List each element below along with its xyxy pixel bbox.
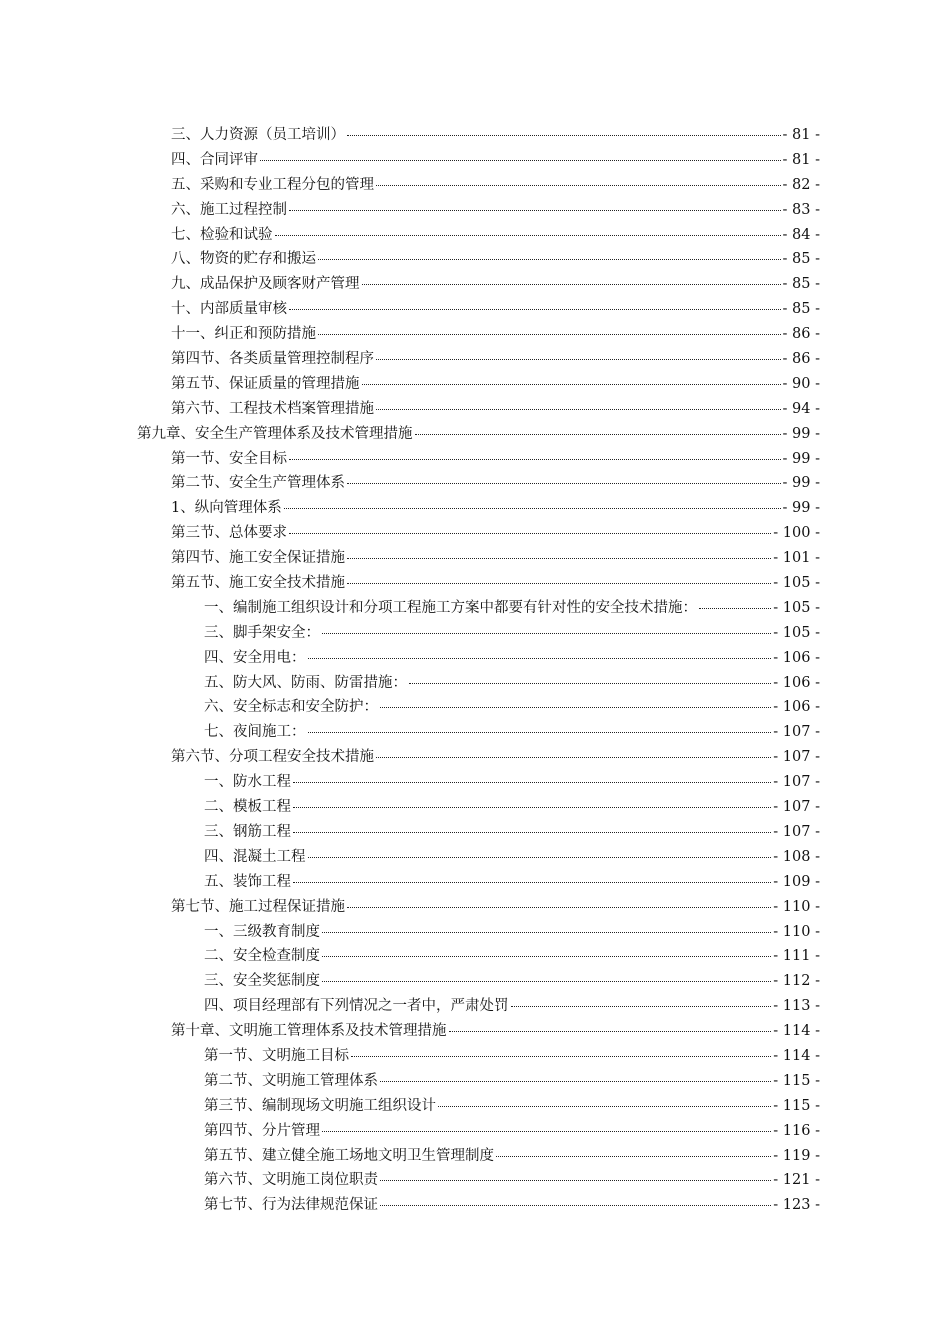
toc-dot-leader <box>362 384 781 385</box>
toc-entry[interactable] <box>204 920 820 945</box>
toc-entry-page-number: - 84 - <box>782 226 820 243</box>
toc-entry-title: 第二节、安全生产管理体系 <box>171 475 345 492</box>
toc-entry-title: 二、安全检查制度 <box>204 948 320 965</box>
toc-entry-title: 第七节、施工过程保证措施 <box>171 898 345 915</box>
toc-entry-title: 四、安全用电： <box>204 649 306 666</box>
toc-entry-title: 六、安全标志和安全防护： <box>204 699 378 716</box>
toc-entry-title: 第七节、行为法律规范保证 <box>204 1197 378 1214</box>
toc-entry[interactable] <box>204 695 820 720</box>
toc-entry-title: 三、钢筋工程 <box>204 823 291 840</box>
toc-dot-leader <box>293 832 771 833</box>
toc-entry-page-number: - 115 - <box>773 1072 820 1089</box>
toc-entry-page-number: - 105 - <box>773 624 820 641</box>
toc-entry-page-number: - 105 - <box>773 575 820 592</box>
toc-entry-title: 第五节、保证质量的管理措施 <box>171 375 360 392</box>
toc-dot-leader <box>293 807 771 808</box>
toc-entry[interactable] <box>171 1019 820 1044</box>
toc-entry-page-number: - 107 - <box>773 774 820 791</box>
toc-entry-page-number: - 105 - <box>773 599 820 616</box>
toc-entry[interactable] <box>204 596 820 621</box>
toc-dot-leader <box>260 160 781 161</box>
toc-dot-leader <box>308 732 772 733</box>
toc-entry-title: 第三节、编制现场文明施工组织设计 <box>204 1097 436 1114</box>
toc-entry-title: 十一、纠正和预防措施 <box>171 326 316 343</box>
toc-dot-leader <box>347 483 781 484</box>
toc-dot-leader <box>289 459 781 460</box>
toc-entry-page-number: - 108 - <box>773 848 820 865</box>
toc-entry[interactable] <box>171 447 820 472</box>
toc-entry[interactable] <box>171 745 820 770</box>
toc-dot-leader <box>380 1180 771 1181</box>
toc-dot-leader <box>308 658 772 659</box>
toc-entry-page-number: - 94 - <box>782 400 820 417</box>
toc-dot-leader <box>293 782 771 783</box>
toc-entry-title: 第四节、各类质量管理控制程序 <box>171 351 374 368</box>
toc-entry-title: 第四节、施工安全保证措施 <box>171 550 345 567</box>
toc-entry[interactable] <box>204 944 820 969</box>
toc-dot-leader <box>496 1156 771 1157</box>
toc-entry[interactable] <box>171 347 820 372</box>
toc-entry-page-number: - 99 - <box>782 500 820 517</box>
toc-entry[interactable] <box>204 845 820 870</box>
toc-dot-leader <box>409 683 771 684</box>
toc-entry[interactable] <box>204 1044 820 1069</box>
toc-entry[interactable] <box>204 1094 820 1119</box>
toc-dot-leader <box>511 1006 772 1007</box>
toc-entry[interactable] <box>171 322 820 347</box>
toc-entry[interactable] <box>171 521 820 546</box>
toc-entry-page-number: - 83 - <box>782 201 820 218</box>
toc-entry-page-number: - 107 - <box>773 799 820 816</box>
toc-entry-title: 一、编制施工组织设计和分项工程施工方案中都要有针对性的安全技术措施： <box>204 599 697 616</box>
toc-dot-leader <box>351 1056 771 1057</box>
toc-dot-leader <box>275 235 781 236</box>
toc-entry-title: 第六节、文明施工岗位职责 <box>204 1172 378 1189</box>
toc-dot-leader <box>362 284 781 285</box>
toc-entry[interactable] <box>137 422 820 447</box>
toc-entry[interactable] <box>204 1193 820 1218</box>
toc-dot-leader <box>347 135 781 136</box>
toc-entry-title: 九、成品保护及顾客财产管理 <box>171 276 360 293</box>
toc-entry-page-number: - 82 - <box>782 176 820 193</box>
toc-dot-leader <box>376 409 781 410</box>
toc-entry-title: 三、人力资源（员工培训） <box>171 127 345 143</box>
toc-entry[interactable] <box>171 397 820 422</box>
toc-dot-leader <box>380 707 771 708</box>
toc-entry[interactable] <box>171 297 820 322</box>
toc-dot-leader <box>376 359 781 360</box>
toc-dot-leader <box>347 907 771 908</box>
toc-entry-title: 七、检验和试验 <box>171 226 273 243</box>
toc-entry-title: 第五节、施工安全技术措施 <box>171 575 345 592</box>
toc-entry-title: 一、三级教育制度 <box>204 923 320 940</box>
toc-dot-leader <box>322 981 771 982</box>
toc-entry-page-number: - 85 - <box>782 276 820 293</box>
toc-entry-page-number: - 86 - <box>782 326 820 343</box>
toc-entry-title: 第十章、文明施工管理体系及技术管理措施 <box>171 1023 447 1040</box>
toc-entry[interactable] <box>171 496 820 521</box>
toc-entry[interactable] <box>171 372 820 397</box>
toc-dot-leader <box>322 956 771 957</box>
toc-entry-title: 四、项目经理部有下列情况之一者中，严肃处罚 <box>204 998 509 1015</box>
toc-entry[interactable] <box>171 471 820 496</box>
toc-entry[interactable] <box>171 571 820 596</box>
toc-entry-page-number: - 119 - <box>773 1147 820 1164</box>
toc-entry-page-number: - 111 - <box>773 948 820 965</box>
toc-entry-page-number: - 106 - <box>773 699 820 716</box>
toc-entry-page-number: - 90 - <box>782 375 820 392</box>
toc-dot-leader <box>318 334 781 335</box>
toc-entry-page-number: - 107 - <box>773 724 820 741</box>
toc-entry[interactable] <box>204 720 820 745</box>
toc-entry-page-number: - 85 - <box>782 301 820 318</box>
toc-entry-title: 第四节、分片管理 <box>204 1122 320 1139</box>
toc-dot-leader <box>284 508 781 509</box>
toc-entry-title: 八、物资的贮存和搬运 <box>171 251 316 268</box>
toc-entry-title: 第二节、文明施工管理体系 <box>204 1072 378 1089</box>
toc-entry-page-number: - 81 - <box>782 151 820 168</box>
toc-entry-page-number: - 106 - <box>773 674 820 691</box>
toc-entry-title: 1、纵向管理体系 <box>171 500 282 517</box>
toc-entry-page-number: - 107 - <box>773 749 820 766</box>
toc-entry-title: 四、混凝土工程 <box>204 848 306 865</box>
toc-dot-leader <box>438 1106 771 1107</box>
toc-entry-page-number: - 100 - <box>773 525 820 542</box>
toc-entry-title: 五、防大风、防雨、防雷措施： <box>204 674 407 691</box>
toc-dot-leader <box>318 259 781 260</box>
toc-entry[interactable] <box>204 1168 820 1193</box>
toc-entry[interactable] <box>171 123 820 148</box>
toc-entry[interactable] <box>171 247 820 272</box>
toc-dot-leader <box>415 434 781 435</box>
toc-dot-leader <box>322 633 771 634</box>
toc-entry-page-number: - 112 - <box>773 973 820 990</box>
toc-entry-title: 六、施工过程控制 <box>171 201 287 218</box>
toc-entry[interactable] <box>204 1119 820 1144</box>
toc-entry-title: 第一节、安全目标 <box>171 450 287 467</box>
toc-entry[interactable] <box>204 795 820 820</box>
toc-entry-title: 三、安全奖惩制度 <box>204 973 320 990</box>
toc-entry[interactable] <box>171 148 820 173</box>
toc-dot-leader <box>449 1031 772 1032</box>
toc-entry-title: 第五节、建立健全施工场地文明卫生管理制度 <box>204 1147 494 1164</box>
toc-dot-leader <box>347 558 771 559</box>
toc-entry-title: 十、内部质量审核 <box>171 301 287 318</box>
toc-entry-title: 五、装饰工程 <box>204 873 291 890</box>
toc-dot-leader <box>293 882 771 883</box>
toc-entry-page-number: - 114 - <box>773 1023 820 1040</box>
toc-dot-leader <box>289 309 781 310</box>
toc-dot-leader <box>699 608 771 609</box>
toc-entry-title: 三、脚手架安全： <box>204 624 320 641</box>
toc-entry-page-number: - 121 - <box>773 1172 820 1189</box>
toc-entry-page-number: - 116 - <box>773 1122 820 1139</box>
toc-entry[interactable] <box>204 870 820 895</box>
toc-entry-title: 七、夜间施工： <box>204 724 306 741</box>
toc-dot-leader <box>322 932 771 933</box>
toc-entry-title: 五、采购和专业工程分包的管理 <box>171 176 374 193</box>
toc-entry[interactable] <box>171 173 820 198</box>
toc-entry[interactable] <box>171 198 820 223</box>
toc-entry-page-number: - 109 - <box>773 873 820 890</box>
toc-entry-title: 一、防水工程 <box>204 774 291 791</box>
toc-entry-page-number: - 123 - <box>773 1197 820 1214</box>
toc-dot-leader <box>376 185 781 186</box>
toc-dot-leader <box>308 857 772 858</box>
toc-dot-leader <box>289 533 771 534</box>
toc-entry-page-number: - 81 - <box>782 127 820 143</box>
toc-entry-page-number: - 115 - <box>773 1097 820 1114</box>
toc-dot-leader <box>380 1081 771 1082</box>
toc-dot-leader <box>322 1131 771 1132</box>
toc-entry-page-number: - 114 - <box>773 1047 820 1064</box>
toc-entry-page-number: - 107 - <box>773 823 820 840</box>
toc-entry[interactable] <box>204 671 820 696</box>
table-of-contents <box>0 123 950 1218</box>
toc-entry-page-number: - 106 - <box>773 649 820 666</box>
toc-entry-page-number: - 113 - <box>773 998 820 1015</box>
toc-entry[interactable] <box>171 546 820 571</box>
toc-entry[interactable] <box>204 969 820 994</box>
toc-entry-page-number: - 101 - <box>773 550 820 567</box>
toc-entry[interactable] <box>204 820 820 845</box>
toc-entry-page-number: - 99 - <box>782 450 820 467</box>
toc-entry-page-number: - 110 - <box>773 898 820 915</box>
toc-dot-leader <box>289 210 781 211</box>
toc-entry[interactable] <box>204 1144 820 1169</box>
toc-entry[interactable] <box>204 1069 820 1094</box>
toc-entry[interactable] <box>204 621 820 646</box>
toc-entry-title: 二、模板工程 <box>204 799 291 816</box>
toc-entry-title: 第六节、工程技术档案管理措施 <box>171 400 374 417</box>
toc-entry[interactable] <box>171 895 820 920</box>
toc-entry-title: 第九章、安全生产管理体系及技术管理措施 <box>137 425 413 442</box>
toc-entry[interactable] <box>171 223 820 248</box>
toc-entry[interactable] <box>204 770 820 795</box>
toc-dot-leader <box>376 757 771 758</box>
toc-entry-title: 第六节、分项工程安全技术措施 <box>171 749 374 766</box>
toc-entry-page-number: - 99 - <box>782 425 820 442</box>
toc-entry[interactable] <box>171 272 820 297</box>
toc-entry-title: 四、合同评审 <box>171 151 258 168</box>
toc-dot-leader <box>347 583 771 584</box>
toc-dot-leader <box>380 1205 771 1206</box>
toc-entry-title: 第一节、文明施工目标 <box>204 1047 349 1064</box>
toc-entry-page-number: - 85 - <box>782 251 820 268</box>
toc-entry-title: 第三节、总体要求 <box>171 525 287 542</box>
toc-entry[interactable] <box>204 646 820 671</box>
toc-entry-page-number: - 86 - <box>782 351 820 368</box>
toc-entry-page-number: - 99 - <box>782 475 820 492</box>
toc-entry[interactable] <box>204 994 820 1019</box>
toc-entry-page-number: - 110 - <box>773 923 820 940</box>
